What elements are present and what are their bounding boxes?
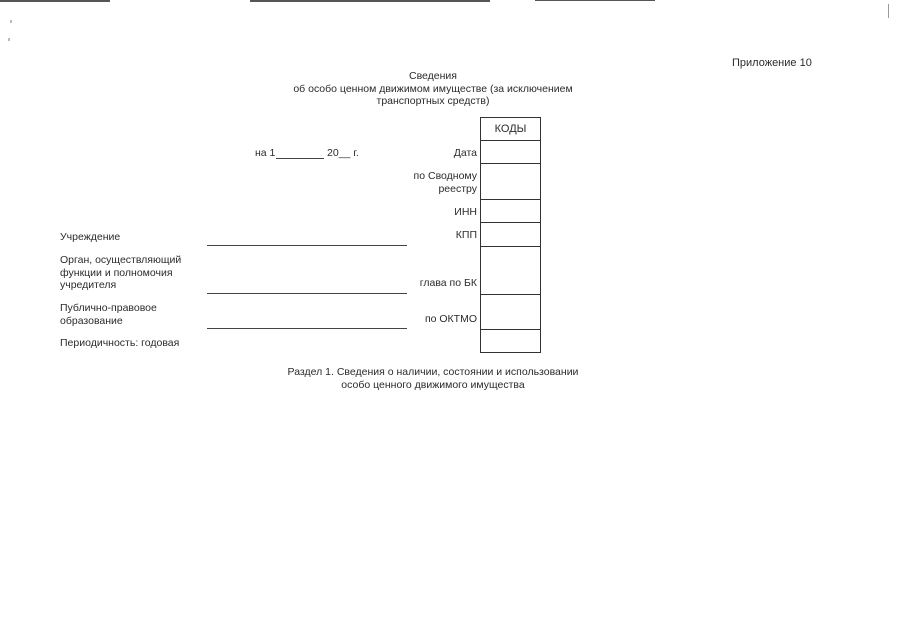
codes-row-divider xyxy=(481,246,540,247)
field-authority-line-3: учредителя xyxy=(60,279,117,291)
code-label-registry xyxy=(377,170,477,195)
codes-header: КОДЫ xyxy=(494,123,527,135)
codes-row-divider xyxy=(481,140,540,141)
code-label-inn: ИНН xyxy=(454,206,477,218)
code-label-registry-line-1: по Сводному xyxy=(413,170,477,182)
field-public-entity-line-2: образование xyxy=(60,314,123,327)
section-heading-line-2: особо ценного движимого имущества xyxy=(341,378,525,391)
field-authority-label xyxy=(60,254,181,292)
appendix-label: Приложение 10 xyxy=(732,57,812,69)
codes-row-divider xyxy=(481,163,540,164)
code-label-date: Дата xyxy=(453,147,477,159)
codes-row-divider xyxy=(481,294,540,295)
document-title xyxy=(253,70,613,108)
scan-speck xyxy=(8,38,10,41)
section-heading xyxy=(253,366,613,391)
title-line-3: транспортных средств) xyxy=(376,95,490,107)
section-heading-line-1: Раздел 1. Сведения о наличии, состоянии и использовании xyxy=(287,366,579,378)
field-authority-line-2: функции и полномочия xyxy=(60,266,173,279)
field-authority-line-1: Орган, осуществляющий xyxy=(60,254,182,266)
scan-speck xyxy=(10,20,12,23)
field-public-entity-line-1: Публично-правовое xyxy=(60,302,157,314)
field-periodicity: Периодичность: годовая xyxy=(60,337,180,349)
codes-row-divider xyxy=(481,329,540,330)
scan-top-edge xyxy=(250,0,490,2)
code-label-oktmo: по ОКТМО xyxy=(424,313,477,325)
title-line-1: Сведения xyxy=(409,70,457,82)
code-label-bk: глава по БК xyxy=(419,277,477,289)
code-label-registry-line-2: реестру xyxy=(438,182,477,195)
field-institution-label: Учреждение xyxy=(60,231,121,243)
field-authority-line xyxy=(207,293,407,294)
field-institution-line xyxy=(207,245,407,246)
codes-table xyxy=(480,117,541,353)
scan-right-edge xyxy=(888,4,889,18)
title-line-2: об особо ценном движимом имуществе (за исключением xyxy=(293,82,573,95)
field-public-entity-line xyxy=(207,328,407,329)
codes-row-divider xyxy=(481,199,540,200)
codes-row-divider xyxy=(481,222,540,223)
date-prefix: на 1 xyxy=(255,147,276,159)
scan-top-edge xyxy=(535,0,655,1)
date-blank xyxy=(276,158,324,159)
date-year: 20__ г. xyxy=(327,147,359,159)
field-public-entity-label xyxy=(60,302,157,327)
scan-top-edge xyxy=(0,0,110,2)
code-label-kpp: КПП xyxy=(455,229,477,241)
